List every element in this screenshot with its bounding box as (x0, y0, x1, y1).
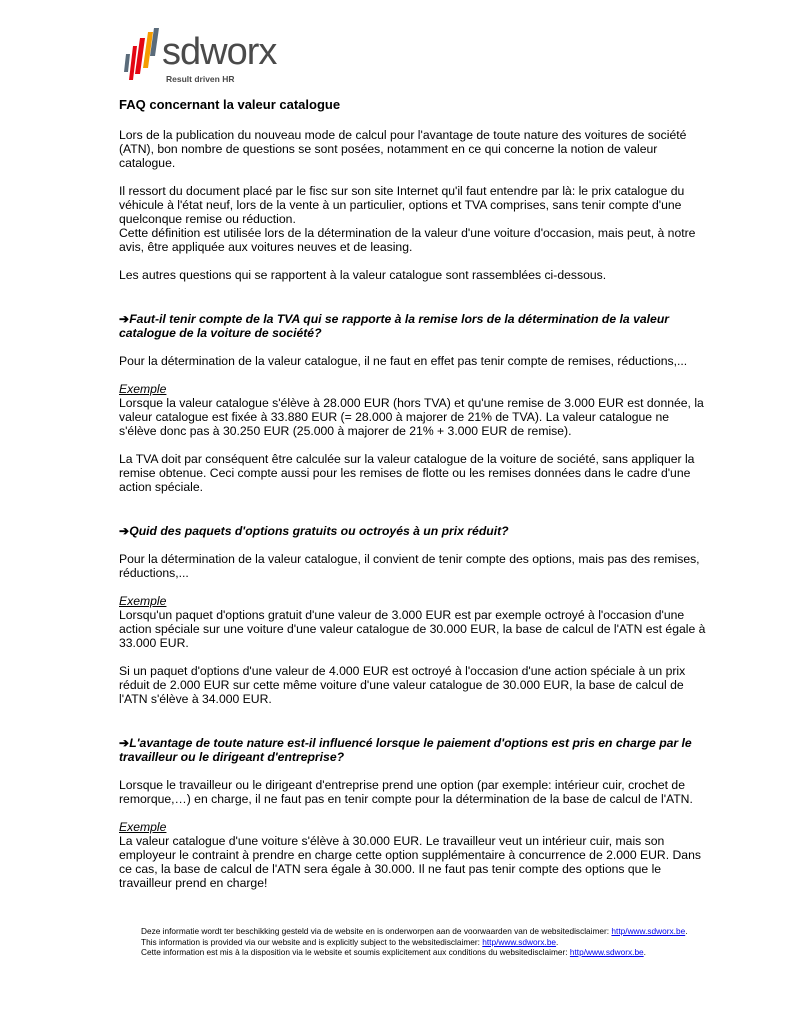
logo-wordmark: sdworx (162, 31, 277, 73)
sdworx-logo (120, 28, 280, 88)
intro-paragraph-2: Il ressort du document placé par le fisc sur son site Internet qu'il faut entendre par là: le prix catalogue du véhicule à l'état neuf, lors de la vente à un particulier, options et TVA comprises, sans tenir compte d'une quelconque remise ou réduction. (119, 184, 685, 226)
example-3 (119, 820, 709, 890)
disclaimer-link-en[interactable]: http/www.sdworx.be (482, 936, 557, 947)
note-1: La TVA doit par conséquent être calculée sur la valeur catalogue de la voiture de société, sans appliquer la remise obtenue. Ceci compte aussi pour les remises de flotte ou les remises données dans le cadre d'une action spéciale. (119, 452, 695, 494)
example-label: Exemple (119, 820, 167, 834)
question-3 (119, 736, 709, 764)
question-1-text: Faut-il tenir compte de la TVA qui se rapporte à la remise lors de la détermination de la valeur catalogue de la voiture de société? (119, 312, 670, 340)
question-3-text: L'avantage de toute nature est-il influencé lorsque le paiement d'options est pris en charge par le travailleur ou le dirigeant d'entreprise? (119, 736, 692, 764)
intro-paragraph-4: Les autres questions qui se rapportent à la valeur catalogue sont rassemblées ci-dessous. (119, 268, 607, 282)
question-2 (119, 524, 709, 538)
logo-tagline: Result driven HR (166, 74, 235, 84)
disclaimer-en: This information is provided via our website and is explicitly subject to the websitedisclaimer: http/www.sdworx.be. (141, 936, 559, 947)
disclaimer-link-fr[interactable]: http/www.sdworx.be (569, 947, 644, 957)
arrow-icon: ➔ (119, 736, 130, 750)
logo-mark-icon (120, 28, 164, 84)
example-1 (119, 382, 709, 438)
disclaimer-link-nl[interactable]: http/www.sdworx.be (611, 926, 686, 936)
page-title: FAQ concernant la valeur catalogue (119, 97, 341, 112)
answer-3: Lorsque le travailleur ou le dirigeant d'entreprise prend une option (par exemple: intérieur cuir, crochet de remorque,…) en charge, il ne faut pas en tenir compte pour la détermination de la base de calcul de l'ATN. (119, 778, 693, 806)
disclaimer-footer (141, 926, 707, 958)
example-2-text: Lorsqu'un paquet d'options gratuit d'une valeur de 3.000 EUR est par exemple octroyé à l'occasion d'une action spéciale sur une voiture d'une valeur catalogue de 30.000 EUR, la base de calcul de l'ATN est égale à 33.000 EUR. (119, 608, 706, 650)
arrow-icon: ➔ (119, 312, 130, 326)
example-label: Exemple (119, 382, 167, 396)
intro-paragraph-1: Lors de la publication du nouveau mode de calcul pour l'avantage de toute nature des voitures de société (ATN), bon nombre de questions se sont posées, notamment en ce qui concerne la notion de valeur catalogue. (119, 128, 687, 170)
example-3-text: La valeur catalogue d'une voiture s'élève à 30.000 EUR. Le travailleur veut un intérieur cuir, mais son employeur le contraint à prendre en charge cette option supplémentaire à concurrence de 2.000 EUR. Dans ce cas, la base de calcul de l'ATN sera égale à 30.000. Il ne faut pas tenir compte des options que le travailleur prend en charge! (119, 834, 701, 890)
document-body (119, 98, 709, 904)
example-2 (119, 594, 709, 650)
intro-paragraph-3: Cette définition est utilisée lors de la détermination de la valeur d'une voiture d'occasion, mais peut, à notre avis, être appliquée aux voitures neuves et de leasing. (119, 226, 696, 254)
note-2: Si un paquet d'options d'une valeur de 4.000 EUR est octroyé à l'occasion d'une action spéciale à un prix réduit de 2.000 EUR sur cette même voiture d'une valeur catalogue de 30.000 EUR, la base de calcul de l'ATN s'élève à 34.000 EUR. (119, 664, 686, 706)
disclaimer-fr: Cette information est mis à la disposition via le website et soumis explicitement aux conditions du websitedisclaimer: http/www.sdworx.be. (141, 947, 646, 957)
question-1 (119, 312, 709, 340)
answer-2: Pour la détermination de la valeur catalogue, il convient de tenir compte des options, mais pas des remises, réductions,... (119, 552, 700, 580)
example-label: Exemple (119, 594, 167, 608)
answer-1: Pour la détermination de la valeur catalogue, il ne faut en effet pas tenir compte de remises, réductions,... (119, 354, 688, 368)
question-2-text: Quid des paquets d'options gratuits ou octroyés à un prix réduit? (129, 524, 509, 538)
example-1-text: Lorsque la valeur catalogue s'élève à 28.000 EUR (hors TVA) et qu'une remise de 3.000 EUR est donnée, la valeur catalogue est fixée à 33.880 EUR (= 28.000 à majorer de 21% de TVA). La valeur catalogue ne s'élève donc pas à 30.250 EUR (25.000 à majorer de 21% + 3.000 EUR de remise). (119, 396, 704, 438)
disclaimer-nl: Deze informatie wordt ter beschikking gesteld via de website en is onderworpen aan de voorwaarden van de websitedisclaimer: http/www.sdworx.be. (141, 926, 688, 936)
arrow-icon: ➔ (119, 524, 130, 538)
